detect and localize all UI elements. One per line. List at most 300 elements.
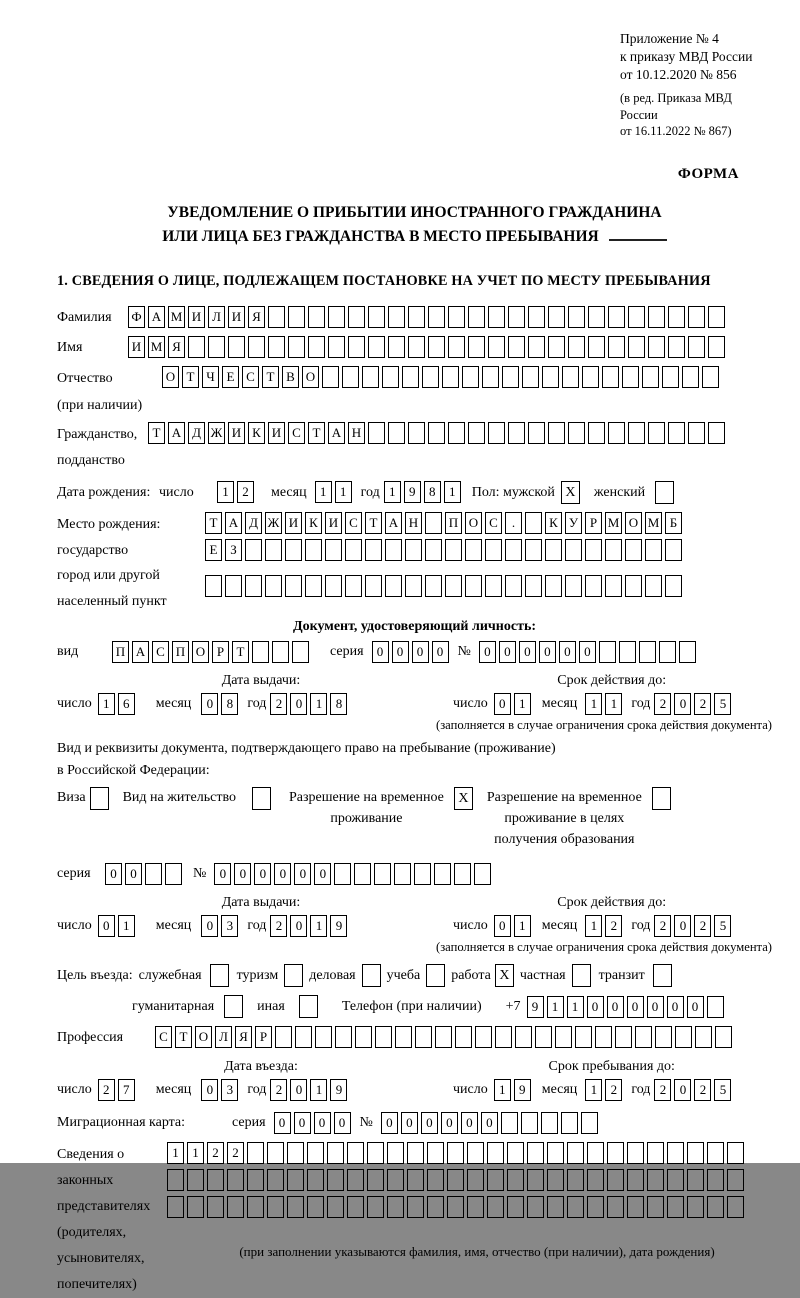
char-cell[interactable]	[367, 1142, 384, 1164]
char-cell[interactable]	[287, 1142, 304, 1164]
char-cell[interactable]	[308, 306, 325, 328]
char-cell[interactable]	[365, 575, 382, 597]
char-cell[interactable]: 0	[274, 863, 291, 885]
char-cell[interactable]: 0	[314, 863, 331, 885]
char-cell[interactable]: 1	[384, 481, 401, 503]
char-cell[interactable]: 1	[217, 481, 234, 503]
char-cell[interactable]: Л	[215, 1026, 232, 1048]
char-cell[interactable]	[207, 1196, 224, 1218]
char-cell[interactable]: 2	[694, 915, 711, 937]
char-cell[interactable]	[442, 366, 459, 388]
char-cell[interactable]	[268, 306, 285, 328]
humanitarian-checkbox[interactable]	[224, 995, 243, 1018]
char-cell[interactable]: 0	[98, 915, 115, 937]
char-cell[interactable]	[588, 336, 605, 358]
char-cell[interactable]	[347, 1196, 364, 1218]
char-cell[interactable]	[715, 1026, 732, 1048]
char-cell[interactable]	[608, 336, 625, 358]
char-cell[interactable]: 1	[585, 693, 602, 715]
char-cell[interactable]	[668, 306, 685, 328]
char-cell[interactable]	[307, 1142, 324, 1164]
char-cell[interactable]: 1	[167, 1142, 184, 1164]
char-cell[interactable]	[528, 422, 545, 444]
char-cell[interactable]	[345, 539, 362, 561]
char-cell[interactable]	[587, 1196, 604, 1218]
char-cell[interactable]: 1	[310, 693, 327, 715]
char-cell[interactable]	[467, 1169, 484, 1191]
char-cell[interactable]: 1	[310, 1079, 327, 1101]
temp-residence-checkbox[interactable]: X	[454, 787, 473, 810]
char-cell[interactable]: 0	[667, 996, 684, 1018]
char-cell[interactable]	[702, 366, 719, 388]
char-cell[interactable]: 1	[118, 915, 135, 937]
char-cell[interactable]	[727, 1196, 744, 1218]
char-cell[interactable]	[208, 336, 225, 358]
char-cell[interactable]: 1	[567, 996, 584, 1018]
char-cell[interactable]	[545, 539, 562, 561]
char-cell[interactable]: 2	[207, 1142, 224, 1164]
char-cell[interactable]: У	[565, 512, 582, 534]
char-cell[interactable]	[385, 539, 402, 561]
char-cell[interactable]	[507, 1196, 524, 1218]
char-cell[interactable]: И	[188, 306, 205, 328]
char-cell[interactable]	[268, 336, 285, 358]
char-cell[interactable]	[707, 1142, 724, 1164]
char-cell[interactable]: 0	[290, 1079, 307, 1101]
char-cell[interactable]: 1	[315, 481, 332, 503]
char-cell[interactable]: Р	[255, 1026, 272, 1048]
char-cell[interactable]	[487, 1142, 504, 1164]
char-cell[interactable]	[427, 1196, 444, 1218]
char-cell[interactable]	[568, 306, 585, 328]
char-cell[interactable]	[627, 1142, 644, 1164]
char-cell[interactable]	[367, 1196, 384, 1218]
char-cell[interactable]	[708, 336, 725, 358]
char-cell[interactable]: 0	[294, 863, 311, 885]
char-cell[interactable]	[422, 366, 439, 388]
char-cell[interactable]	[467, 1142, 484, 1164]
char-cell[interactable]: 2	[654, 1079, 671, 1101]
char-cell[interactable]: П	[112, 641, 129, 663]
official-checkbox[interactable]	[210, 964, 229, 987]
char-cell[interactable]: 0	[519, 641, 536, 663]
char-cell[interactable]: Д	[188, 422, 205, 444]
char-cell[interactable]	[588, 422, 605, 444]
char-cell[interactable]	[427, 1169, 444, 1191]
char-cell[interactable]	[308, 336, 325, 358]
char-cell[interactable]: О	[302, 366, 319, 388]
char-cell[interactable]	[561, 1112, 578, 1134]
char-cell[interactable]	[167, 1169, 184, 1191]
char-cell[interactable]	[602, 366, 619, 388]
char-cell[interactable]: Т	[308, 422, 325, 444]
char-cell[interactable]	[382, 366, 399, 388]
char-cell[interactable]	[688, 336, 705, 358]
sex-male-checkbox[interactable]: X	[561, 481, 580, 504]
char-cell[interactable]: 0	[674, 693, 691, 715]
char-cell[interactable]	[548, 422, 565, 444]
char-cell[interactable]	[645, 575, 662, 597]
char-cell[interactable]: 0	[314, 1112, 331, 1134]
char-cell[interactable]	[528, 306, 545, 328]
char-cell[interactable]	[395, 1026, 412, 1048]
char-cell[interactable]: 0	[494, 915, 511, 937]
char-cell[interactable]	[145, 863, 162, 885]
char-cell[interactable]	[708, 422, 725, 444]
char-cell[interactable]	[368, 336, 385, 358]
char-cell[interactable]	[307, 1196, 324, 1218]
char-cell[interactable]	[628, 336, 645, 358]
char-cell[interactable]	[605, 539, 622, 561]
char-cell[interactable]	[639, 641, 656, 663]
char-cell[interactable]: Я	[235, 1026, 252, 1048]
char-cell[interactable]	[207, 1169, 224, 1191]
char-cell[interactable]	[515, 1026, 532, 1048]
char-cell[interactable]: 0	[481, 1112, 498, 1134]
char-cell[interactable]	[348, 306, 365, 328]
char-cell[interactable]	[275, 1026, 292, 1048]
char-cell[interactable]	[599, 641, 616, 663]
char-cell[interactable]: Т	[175, 1026, 192, 1048]
char-cell[interactable]	[635, 1026, 652, 1048]
char-cell[interactable]: 0	[234, 863, 251, 885]
char-cell[interactable]: Т	[365, 512, 382, 534]
char-cell[interactable]	[187, 1169, 204, 1191]
char-cell[interactable]	[707, 996, 724, 1018]
char-cell[interactable]	[465, 575, 482, 597]
char-cell[interactable]	[688, 306, 705, 328]
char-cell[interactable]	[462, 366, 479, 388]
char-cell[interactable]: 1	[585, 915, 602, 937]
char-cell[interactable]	[225, 575, 242, 597]
char-cell[interactable]	[567, 1196, 584, 1218]
char-cell[interactable]: Ж	[208, 422, 225, 444]
char-cell[interactable]	[267, 1142, 284, 1164]
char-cell[interactable]	[434, 863, 451, 885]
char-cell[interactable]: 0	[579, 641, 596, 663]
char-cell[interactable]: 5	[714, 1079, 731, 1101]
char-cell[interactable]	[565, 575, 582, 597]
char-cell[interactable]: 2	[270, 1079, 287, 1101]
char-cell[interactable]	[555, 1026, 572, 1048]
char-cell[interactable]: 2	[270, 915, 287, 937]
char-cell[interactable]	[167, 1196, 184, 1218]
char-cell[interactable]: Р	[212, 641, 229, 663]
char-cell[interactable]	[507, 1142, 524, 1164]
char-cell[interactable]: 0	[381, 1112, 398, 1134]
char-cell[interactable]: 0	[274, 1112, 291, 1134]
char-cell[interactable]	[627, 1169, 644, 1191]
char-cell[interactable]	[428, 336, 445, 358]
char-cell[interactable]	[467, 1196, 484, 1218]
char-cell[interactable]	[425, 512, 442, 534]
char-cell[interactable]	[488, 336, 505, 358]
char-cell[interactable]	[562, 366, 579, 388]
char-cell[interactable]	[387, 1142, 404, 1164]
char-cell[interactable]	[488, 422, 505, 444]
char-cell[interactable]	[508, 306, 525, 328]
char-cell[interactable]: 9	[404, 481, 421, 503]
char-cell[interactable]	[468, 336, 485, 358]
char-cell[interactable]: Я	[168, 336, 185, 358]
char-cell[interactable]	[347, 1142, 364, 1164]
char-cell[interactable]	[248, 336, 265, 358]
char-cell[interactable]: С	[288, 422, 305, 444]
char-cell[interactable]: 3	[221, 915, 238, 937]
char-cell[interactable]	[305, 575, 322, 597]
char-cell[interactable]	[527, 1142, 544, 1164]
char-cell[interactable]: К	[305, 512, 322, 534]
char-cell[interactable]	[547, 1142, 564, 1164]
char-cell[interactable]: 2	[98, 1079, 115, 1101]
char-cell[interactable]	[675, 1026, 692, 1048]
char-cell[interactable]: 1	[98, 693, 115, 715]
char-cell[interactable]: 0	[674, 1079, 691, 1101]
char-cell[interactable]	[645, 539, 662, 561]
char-cell[interactable]	[679, 641, 696, 663]
char-cell[interactable]	[487, 1196, 504, 1218]
char-cell[interactable]	[387, 1169, 404, 1191]
study-checkbox[interactable]	[426, 964, 445, 987]
char-cell[interactable]: П	[172, 641, 189, 663]
char-cell[interactable]: 2	[270, 693, 287, 715]
char-cell[interactable]: 0	[587, 996, 604, 1018]
char-cell[interactable]: Т	[262, 366, 279, 388]
char-cell[interactable]	[525, 512, 542, 534]
char-cell[interactable]	[408, 336, 425, 358]
char-cell[interactable]: 2	[654, 693, 671, 715]
char-cell[interactable]	[267, 1169, 284, 1191]
char-cell[interactable]: 1	[514, 693, 531, 715]
char-cell[interactable]	[502, 366, 519, 388]
char-cell[interactable]	[468, 306, 485, 328]
char-cell[interactable]	[165, 863, 182, 885]
char-cell[interactable]	[328, 336, 345, 358]
char-cell[interactable]: А	[148, 306, 165, 328]
char-cell[interactable]	[388, 336, 405, 358]
char-cell[interactable]	[228, 336, 245, 358]
char-cell[interactable]: И	[268, 422, 285, 444]
char-cell[interactable]	[505, 539, 522, 561]
char-cell[interactable]	[455, 1026, 472, 1048]
char-cell[interactable]: 0	[627, 996, 644, 1018]
char-cell[interactable]: Е	[222, 366, 239, 388]
char-cell[interactable]	[547, 1169, 564, 1191]
char-cell[interactable]	[527, 1196, 544, 1218]
char-cell[interactable]	[627, 1196, 644, 1218]
char-cell[interactable]	[668, 336, 685, 358]
char-cell[interactable]	[187, 1196, 204, 1218]
char-cell[interactable]	[659, 641, 676, 663]
char-cell[interactable]	[647, 1142, 664, 1164]
char-cell[interactable]	[535, 1026, 552, 1048]
char-cell[interactable]	[482, 366, 499, 388]
char-cell[interactable]	[525, 575, 542, 597]
sex-female-checkbox[interactable]	[655, 481, 674, 504]
char-cell[interactable]	[475, 1026, 492, 1048]
char-cell[interactable]	[588, 306, 605, 328]
char-cell[interactable]	[325, 539, 342, 561]
char-cell[interactable]: 0	[201, 915, 218, 937]
char-cell[interactable]	[542, 366, 559, 388]
char-cell[interactable]	[587, 1169, 604, 1191]
char-cell[interactable]	[508, 336, 525, 358]
char-cell[interactable]	[435, 1026, 452, 1048]
char-cell[interactable]	[707, 1196, 724, 1218]
char-cell[interactable]: 0	[432, 641, 449, 663]
char-cell[interactable]	[567, 1169, 584, 1191]
char-cell[interactable]	[408, 306, 425, 328]
char-cell[interactable]	[525, 539, 542, 561]
char-cell[interactable]	[265, 575, 282, 597]
char-cell[interactable]: Р	[585, 512, 602, 534]
char-cell[interactable]	[288, 306, 305, 328]
char-cell[interactable]	[368, 306, 385, 328]
char-cell[interactable]	[727, 1169, 744, 1191]
char-cell[interactable]	[695, 1026, 712, 1048]
char-cell[interactable]	[227, 1169, 244, 1191]
char-cell[interactable]	[347, 1169, 364, 1191]
char-cell[interactable]: 9	[330, 1079, 347, 1101]
char-cell[interactable]	[474, 863, 491, 885]
char-cell[interactable]	[505, 575, 522, 597]
char-cell[interactable]	[585, 539, 602, 561]
char-cell[interactable]	[247, 1169, 264, 1191]
char-cell[interactable]: А	[168, 422, 185, 444]
char-cell[interactable]: 5	[714, 693, 731, 715]
char-cell[interactable]	[425, 539, 442, 561]
char-cell[interactable]	[327, 1169, 344, 1191]
char-cell[interactable]	[245, 539, 262, 561]
char-cell[interactable]: Я	[248, 306, 265, 328]
char-cell[interactable]	[687, 1169, 704, 1191]
char-cell[interactable]	[245, 575, 262, 597]
char-cell[interactable]: М	[168, 306, 185, 328]
char-cell[interactable]	[622, 366, 639, 388]
char-cell[interactable]	[405, 539, 422, 561]
char-cell[interactable]	[375, 1026, 392, 1048]
char-cell[interactable]: 2	[605, 1079, 622, 1101]
char-cell[interactable]	[568, 422, 585, 444]
char-cell[interactable]	[662, 366, 679, 388]
char-cell[interactable]	[568, 336, 585, 358]
char-cell[interactable]: О	[465, 512, 482, 534]
char-cell[interactable]: 0	[254, 863, 271, 885]
char-cell[interactable]	[501, 1112, 518, 1134]
char-cell[interactable]	[628, 422, 645, 444]
char-cell[interactable]: 0	[479, 641, 496, 663]
char-cell[interactable]: Ч	[202, 366, 219, 388]
work-checkbox[interactable]: X	[495, 964, 514, 987]
char-cell[interactable]: 0	[674, 915, 691, 937]
char-cell[interactable]	[485, 575, 502, 597]
char-cell[interactable]: 0	[647, 996, 664, 1018]
char-cell[interactable]: 0	[412, 641, 429, 663]
char-cell[interactable]: 0	[687, 996, 704, 1018]
char-cell[interactable]	[582, 366, 599, 388]
char-cell[interactable]	[565, 539, 582, 561]
char-cell[interactable]	[328, 306, 345, 328]
char-cell[interactable]	[448, 336, 465, 358]
char-cell[interactable]: 2	[654, 915, 671, 937]
char-cell[interactable]	[407, 1196, 424, 1218]
char-cell[interactable]: А	[225, 512, 242, 534]
char-cell[interactable]	[605, 575, 622, 597]
char-cell[interactable]: 1	[187, 1142, 204, 1164]
char-cell[interactable]	[428, 306, 445, 328]
char-cell[interactable]	[608, 306, 625, 328]
char-cell[interactable]	[394, 863, 411, 885]
char-cell[interactable]: С	[485, 512, 502, 534]
char-cell[interactable]	[708, 306, 725, 328]
char-cell[interactable]: 9	[330, 915, 347, 937]
char-cell[interactable]	[619, 641, 636, 663]
char-cell[interactable]	[587, 1142, 604, 1164]
char-cell[interactable]: 0	[125, 863, 142, 885]
char-cell[interactable]	[608, 422, 625, 444]
char-cell[interactable]	[252, 641, 269, 663]
char-cell[interactable]: В	[282, 366, 299, 388]
char-cell[interactable]: 0	[290, 693, 307, 715]
char-cell[interactable]: Л	[208, 306, 225, 328]
char-cell[interactable]	[528, 336, 545, 358]
char-cell[interactable]	[305, 539, 322, 561]
char-cell[interactable]	[205, 575, 222, 597]
char-cell[interactable]	[325, 575, 342, 597]
char-cell[interactable]	[295, 1026, 312, 1048]
other-checkbox[interactable]	[299, 995, 318, 1018]
char-cell[interactable]	[548, 306, 565, 328]
char-cell[interactable]: .	[505, 512, 522, 534]
char-cell[interactable]: 0	[401, 1112, 418, 1134]
char-cell[interactable]: 1	[444, 481, 461, 503]
char-cell[interactable]	[447, 1142, 464, 1164]
char-cell[interactable]: 6	[118, 693, 135, 715]
char-cell[interactable]: 5	[714, 915, 731, 937]
char-cell[interactable]: 9	[514, 1079, 531, 1101]
char-cell[interactable]: 0	[441, 1112, 458, 1134]
char-cell[interactable]: Ф	[128, 306, 145, 328]
char-cell[interactable]	[425, 575, 442, 597]
char-cell[interactable]: С	[242, 366, 259, 388]
char-cell[interactable]	[667, 1169, 684, 1191]
char-cell[interactable]: З	[225, 539, 242, 561]
char-cell[interactable]	[348, 336, 365, 358]
char-cell[interactable]	[648, 306, 665, 328]
char-cell[interactable]	[647, 1196, 664, 1218]
char-cell[interactable]: 0	[290, 915, 307, 937]
tourism-checkbox[interactable]	[284, 964, 303, 987]
char-cell[interactable]	[507, 1169, 524, 1191]
char-cell[interactable]	[548, 336, 565, 358]
char-cell[interactable]: 0	[294, 1112, 311, 1134]
char-cell[interactable]	[642, 366, 659, 388]
char-cell[interactable]	[362, 366, 379, 388]
char-cell[interactable]: И	[128, 336, 145, 358]
char-cell[interactable]	[488, 306, 505, 328]
char-cell[interactable]: Т	[182, 366, 199, 388]
char-cell[interactable]	[265, 539, 282, 561]
char-cell[interactable]	[355, 1026, 372, 1048]
char-cell[interactable]	[625, 539, 642, 561]
char-cell[interactable]: И	[228, 306, 245, 328]
char-cell[interactable]	[388, 422, 405, 444]
char-cell[interactable]: 0	[607, 996, 624, 1018]
char-cell[interactable]	[607, 1142, 624, 1164]
char-cell[interactable]: 0	[494, 693, 511, 715]
char-cell[interactable]	[667, 1142, 684, 1164]
char-cell[interactable]: 0	[201, 1079, 218, 1101]
